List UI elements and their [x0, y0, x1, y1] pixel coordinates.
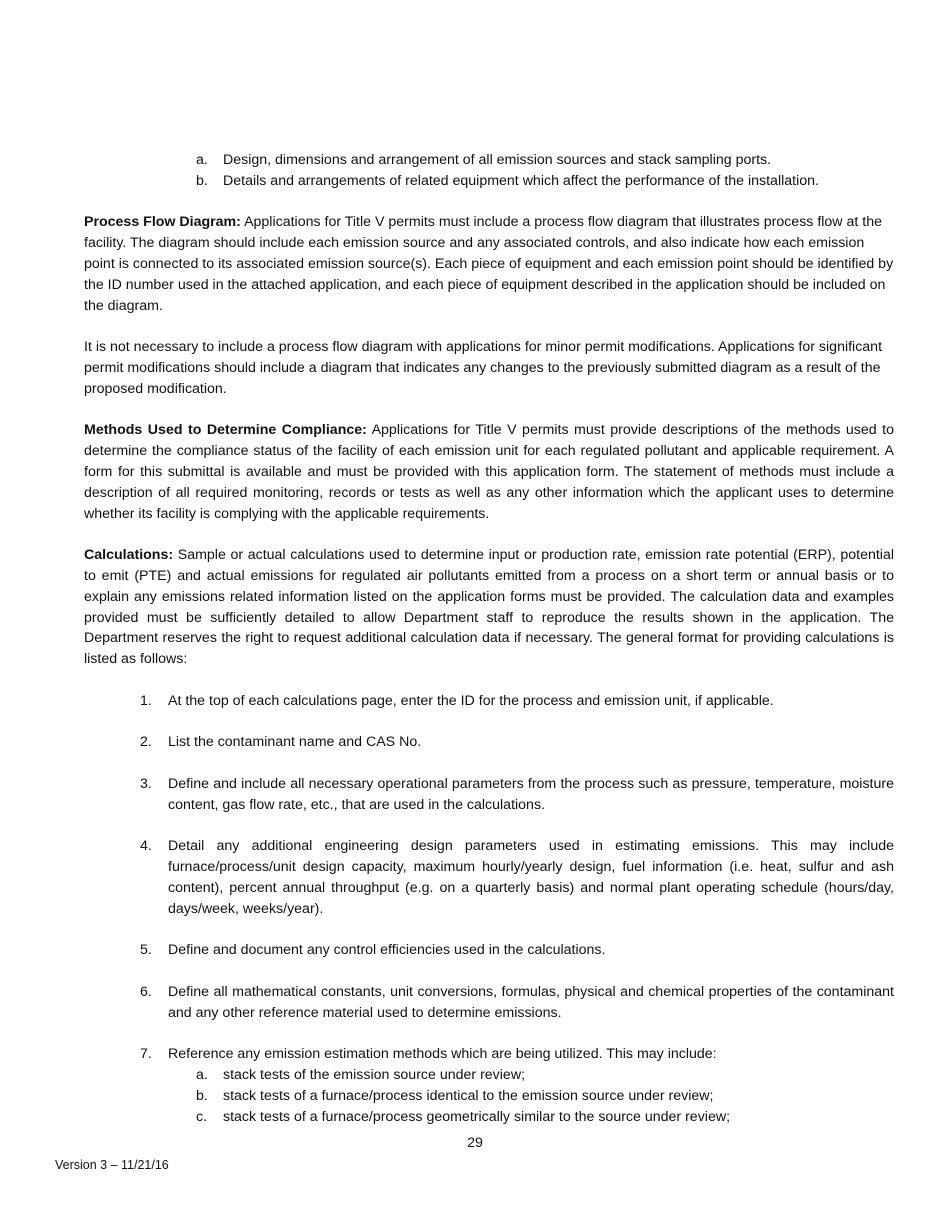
process-flow-text: Applications for Title V permits must include a process flow diagram that illustrates process flow at the facility. The diagram should include each emission source and any associated controls, and also indicate how each emission point is connected to its associated emission source(s). Each piece of equipment and each emission point should be identified by the ID number used in the attached application, and each piece of equipment described in the application should be included on the diagram. [84, 214, 894, 314]
list-marker: 5. [140, 942, 152, 959]
methods-heading: Methods Used to Determine Compliance: [84, 422, 367, 439]
list-item-text: At the top of each calculations page, enter the ID for the process and emission unit, if applicable. [168, 692, 774, 709]
minor-modifications-paragraph [84, 337, 894, 399]
sublist-item-text: stack tests of a furnace/process identical to the emission source under review; [223, 1087, 714, 1104]
list-item-text: Details and arrangements of related equipment which affect the performance of the installation. [223, 172, 819, 189]
list-item [84, 940, 894, 961]
sublist-item [168, 1107, 894, 1128]
list-item [84, 1044, 894, 1127]
version-footer: Version 3 – 11/21/16 [55, 1158, 169, 1172]
list-marker: 2. [140, 734, 152, 751]
list-item-text: Reference any emission estimation methods which are being utilized. This may include: [168, 1046, 717, 1063]
list-item [84, 171, 894, 192]
page-content [84, 150, 894, 1127]
list-item-text: Design, dimensions and arrangement of all emission sources and stack sampling ports. [223, 152, 772, 168]
list-marker: 4. [140, 838, 152, 855]
calculations-text: Sample or actual calculations used to determine input or production rate, emission rate potential (ERP), potential to emit (PTE) and actual emissions for regulated air pollutants emitted from a process on a short term or annual basis or to explain any emissions related information listed on the application forms must be provided. The calculation data and examples provided must be sufficiently detailed to allow Department staff to reproduce the results shown in the application. The Department reserves the right to request additional calculation data if necessary. The general format for providing calculations is listed as follows: [84, 547, 894, 668]
list-item-text: Detail any additional engineering design parameters used in estimating emissions. This may include furnace/process/unit design capacity, maximum hourly/yearly design, fuel information (i.e. heat, sulfur and ash content), percent annual throughput (e.g. on a quarterly basis) and normal plant operating schedule (hours/day, days/week, weeks/year). [168, 838, 894, 917]
sublist-item [168, 1065, 894, 1086]
process-flow-paragraph [84, 212, 894, 316]
sublist-item-text: stack tests of the emission source under review; [223, 1067, 526, 1084]
list-item [84, 982, 894, 1024]
list-marker: b. [196, 1087, 208, 1104]
estimation-methods-sublist [168, 1065, 894, 1127]
list-item-text: Define all mathematical constants, unit conversions, formulas, physical and chemical properties of the contaminant and any other reference material used to determine emissions. [168, 983, 894, 1021]
list-item [84, 836, 894, 919]
list-marker: 3. [140, 775, 152, 792]
list-item-text: Define and document any control efficiencies used in the calculations. [168, 942, 606, 959]
calculations-heading: Calculations: [84, 547, 174, 564]
list-marker: b. [196, 172, 208, 189]
top-lettered-list [84, 150, 894, 192]
list-item [84, 732, 894, 753]
process-flow-heading: Process Flow Diagram: [84, 214, 241, 231]
list-item-text: List the contaminant name and CAS No. [168, 734, 422, 751]
list-item [84, 774, 894, 816]
list-marker: 1. [140, 692, 152, 709]
sublist-item-text: stack tests of a furnace/process geometrically similar to the source under review; [223, 1108, 731, 1125]
list-item [84, 691, 894, 712]
list-item [84, 150, 894, 171]
list-marker: c. [196, 1108, 208, 1125]
list-marker: a. [196, 1067, 208, 1084]
minor-modifications-text: It is not necessary to include a process flow diagram with applications for minor permit modifications. Applications for significant permit modifications should include a diagram that indicates any changes to the previously submitted diagram as a result of the proposed modification. [84, 339, 883, 397]
list-marker: 6. [140, 983, 152, 1000]
list-marker: 7. [140, 1046, 152, 1063]
calculation-steps-list [84, 691, 894, 1128]
sublist-item [168, 1086, 894, 1107]
methods-paragraph [84, 420, 894, 524]
calculations-paragraph [84, 545, 894, 670]
methods-text: Applications for Title V permits must provide descriptions of the methods used to determine the compliance status of the facility of each emission unit for each regulated pollutant and applicable requirement. A form for this submittal is available and must be provided with this application form. The statement of methods must include a description of all required monitoring, records or tests as well as any other information which the applicant uses to determine whether its facility is complying with the applicable requirements. [84, 422, 894, 522]
list-item-text: Define and include all necessary operational parameters from the process such as pressure, temperature, moisture content, gas flow rate, etc., that are used in the calculations. [168, 775, 894, 813]
page-number: 29 [467, 1135, 483, 1151]
list-marker: a. [196, 152, 208, 168]
